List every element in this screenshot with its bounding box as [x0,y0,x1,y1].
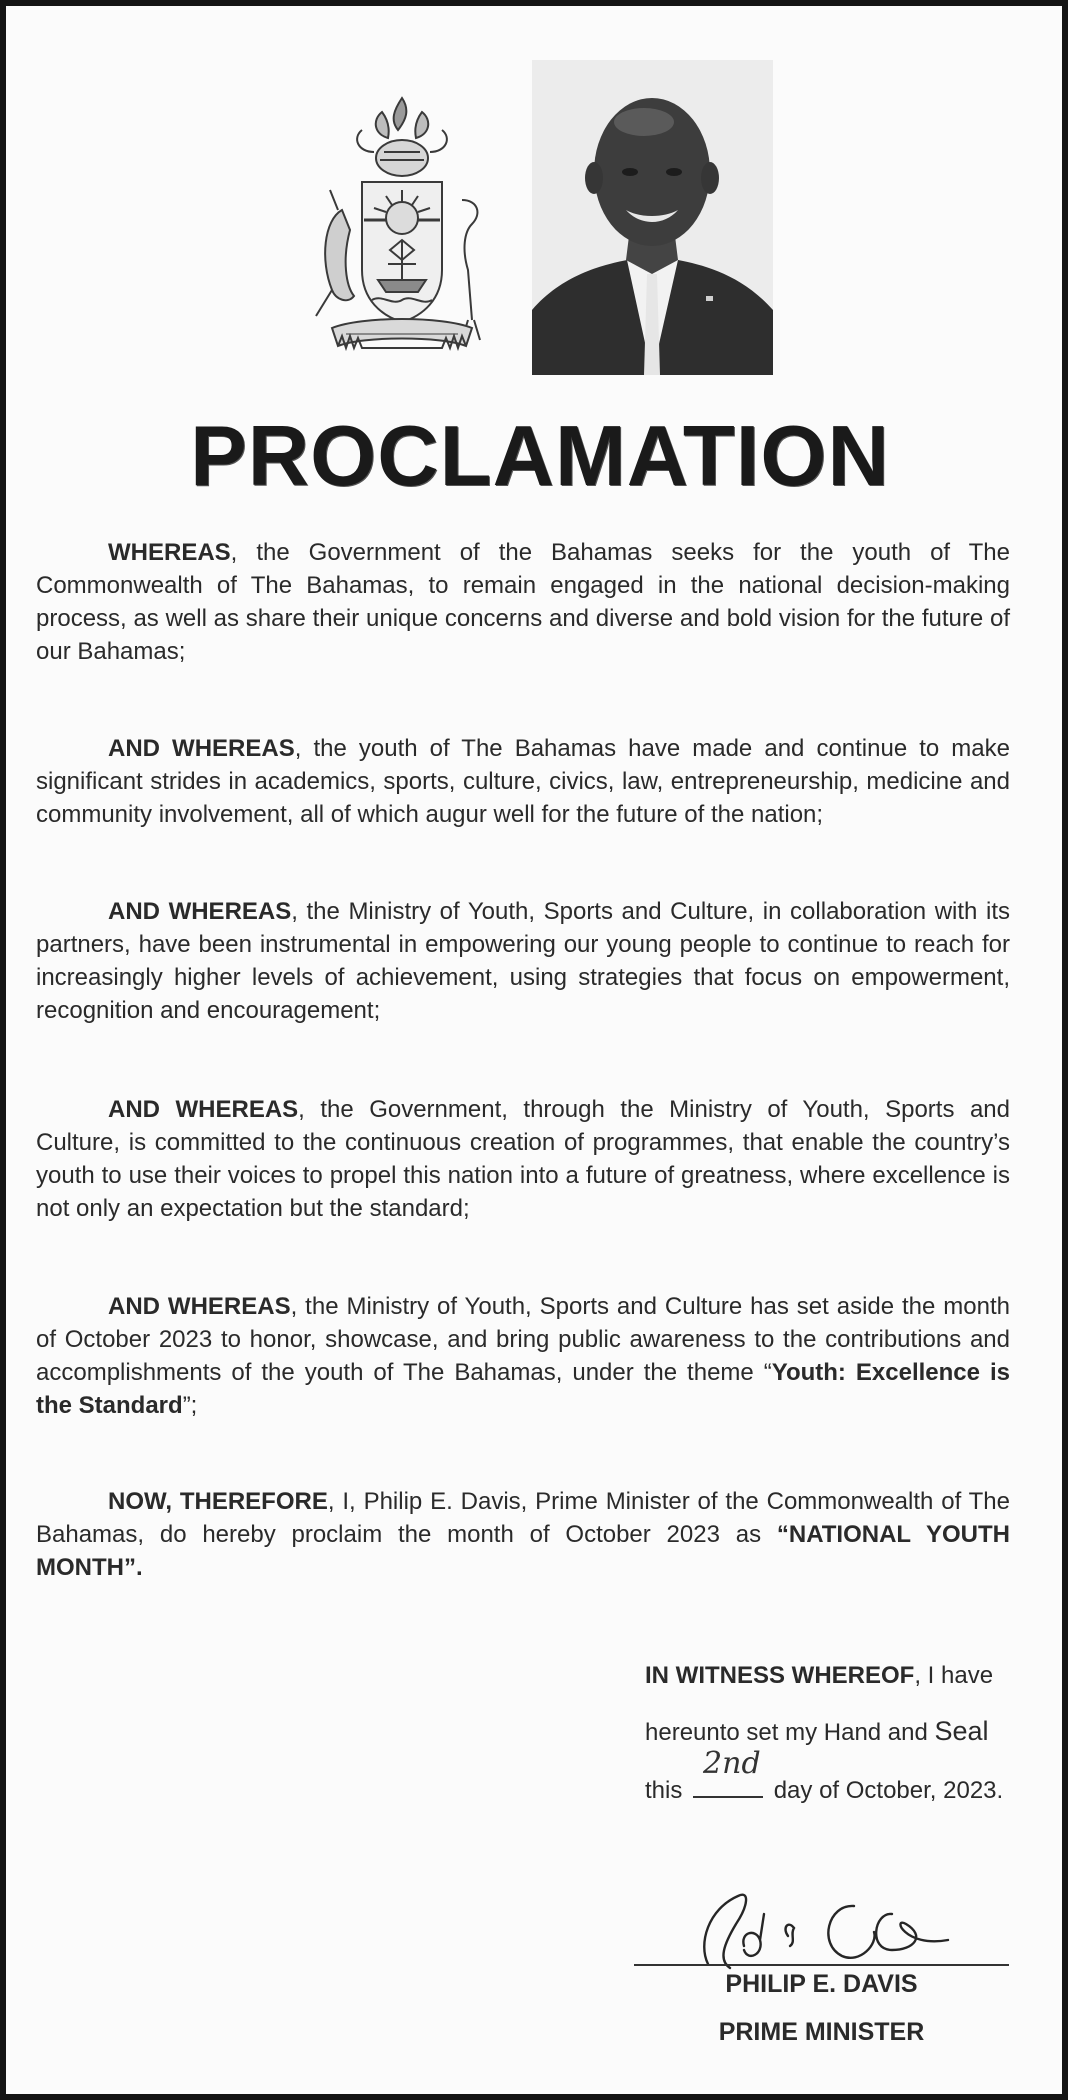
whereas-paragraph-5 [36,1290,1010,1422]
whereas-paragraph-1 [36,536,1010,668]
witness-lead: IN WITNESS WHEREOF [645,1662,915,1689]
theme-text: Youth: Excellence is the Standard [36,1359,1010,1419]
whereas-paragraph-3 [36,895,1010,1027]
witness-line3-rest: day of October, 2023. [773,1777,1004,1804]
witness-line1-rest: , I have [914,1662,994,1689]
portrait-photo [532,60,773,375]
paragraph-text: , the Ministry of Youth, Sports and Culture, in collaboration with its partners, have been instrumental in empowering our young people to continue to reach for increasingly higher levels of achievement, using strategies that focus on empowerment, recognition and encouragement; [36,898,1010,1024]
paragraph-lead: WHEREAS [108,539,231,566]
witness-this: this [645,1777,683,1804]
paragraph-text: , the Ministry of Youth, Sports and Culture has set aside the month of October 2023 to honor, showcase, and bring public awareness to the contributions and accomplishments of the youth of The Bahamas, under the theme “ [36,1293,1010,1386]
paragraph-text: , I, Philip E. Davis, Prime Minister of the Commonwealth of The Bahamas, do hereby proclaim the month of October 2023 as [36,1488,1011,1548]
paragraph-lead: NOW, THEREFORE [108,1488,328,1515]
handwritten-day: 2nd [703,1746,761,1781]
day-blank-field [693,1746,763,1798]
paragraph-text: , the Government, through the Ministry of Youth, Sports and Culture, is committed to the continuous creation of programmes, that enable the country’s youth to use their voices to propel this nation into a future of greatness, where excellence is not only an expectation but the standard; [36,1096,1010,1222]
paragraph-lead: AND WHEREAS [108,735,295,762]
paragraph-lead: AND WHEREAS [108,898,292,925]
witness-line-1 [645,1662,1025,1690]
coat-of-arms-icon [302,90,502,360]
paragraph-text: , the youth of The Bahamas have made and continue to make significant strides in academics, sports, culture, civics, law, entrepreneurship, medicine and community involvement, all of which augur well for the future of the nation; [36,735,1010,828]
signatory-title: PRIME MINISTER [718,2018,925,2046]
witness-line2: hereunto set my Hand and [645,1719,935,1746]
witness-line-2 [645,1716,1025,1747]
paragraph-text: , the Government of the Bahamas seeks for the youth of The Commonwealth of The Bahamas, to remain engaged in the national decision-making process, as well as share their unique concerns and diverse and bold vision for the future of our Bahamas; [36,539,1010,665]
proclamation-emphasis: “NATIONAL YOUTH MONTH”. [36,1521,1010,1581]
therefore-paragraph [36,1485,1010,1584]
handwritten-signature [678,1884,978,1974]
whereas-paragraph-4 [36,1093,1010,1225]
paragraph-lead: AND WHEREAS [108,1293,291,1320]
witness-line-3 [645,1746,1025,1805]
proclamation-title: PROCLAMATION [190,409,890,504]
signature-line [634,1964,1009,1966]
portrait-image [532,60,773,375]
witness-seal-word: Seal [934,1716,989,1746]
paragraph-after: ”; [182,1392,198,1419]
paragraph-lead: AND WHEREAS [108,1096,299,1123]
signatory-name: PHILIP E. DAVIS [725,1970,918,1998]
whereas-paragraph-2 [36,732,1010,831]
